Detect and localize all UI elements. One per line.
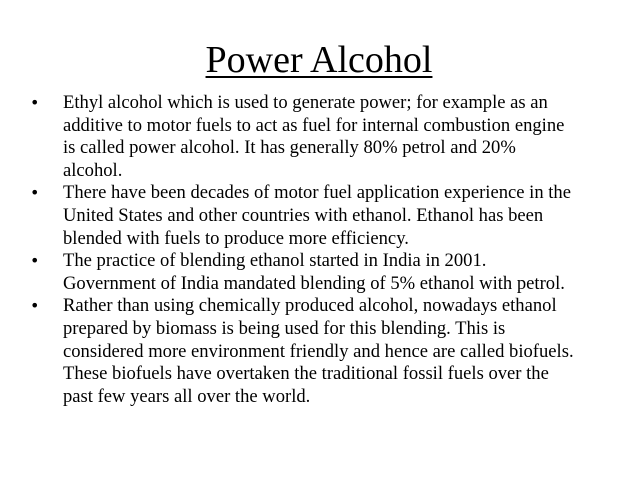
bullet-line: Ethyl alcohol which is used to generate power; for example as an xyxy=(63,92,548,113)
bullet-line: These biofuels have overtaken the traditional fossil fuels over the xyxy=(63,363,549,385)
bullet-line: blended with fuels to produce more efficiency. xyxy=(63,227,409,249)
bullet-line: Government of India mandated blending of 5% ethanol with petrol. xyxy=(63,272,565,294)
bullet-line: alcohol. xyxy=(63,159,123,181)
bullet-dot-icon: • xyxy=(30,296,40,316)
bullet-item xyxy=(30,92,610,182)
bullet-line: The practice of blending ethanol started in India in 2001. xyxy=(63,250,487,272)
bullet-line: considered more environment friendly and hence are called biofuels. xyxy=(63,340,574,362)
bullet-list xyxy=(30,92,610,408)
bullet-item xyxy=(30,250,610,295)
bullet-line: United States and other countries with ethanol. Ethanol has been xyxy=(63,204,544,226)
bullet-item xyxy=(30,295,610,408)
slide-title: Power Alcohol xyxy=(205,39,433,81)
bullet-item xyxy=(30,182,610,250)
bullet-line: prepared by biomass is being used for this blending. This is xyxy=(63,317,506,339)
bullet-line: is called power alcohol. It has generally 80% petrol and 20% xyxy=(63,137,516,159)
bullet-line: past few years all over the world. xyxy=(63,385,311,407)
bullet-line: Rather than using chemically produced alcohol, nowadays ethanol xyxy=(63,295,557,317)
bullet-line: additive to motor fuels to act as fuel for internal combustion engine xyxy=(63,114,565,136)
bullet-dot-icon: • xyxy=(30,183,40,203)
bullet-dot-icon: • xyxy=(30,93,40,112)
bullet-line: There have been decades of motor fuel application experience in the xyxy=(63,182,571,204)
bullet-dot-icon: • xyxy=(30,251,40,271)
